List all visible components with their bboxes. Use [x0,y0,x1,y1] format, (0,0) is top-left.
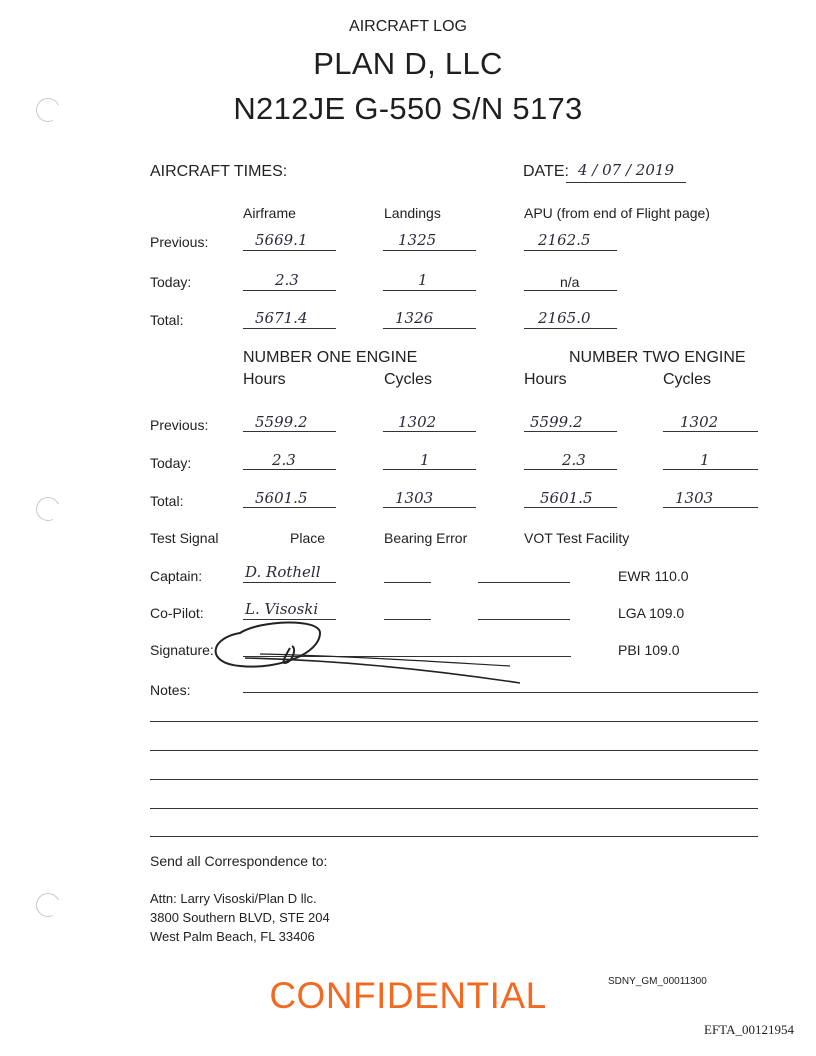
engine-row-line [383,469,476,470]
apu-previous: 2162.5 [538,231,591,249]
address-line: Attn: Larry Visoski/Plan D llc. [150,891,317,906]
captain-place-line [243,582,336,583]
times-row-line [524,328,617,329]
times-row-label: Total: [150,312,184,328]
airframe-previous: 5669.1 [255,231,308,249]
engine-row-label: Total: [150,493,184,509]
engine-row-line [243,431,336,432]
times-row-label: Previous: [150,234,209,250]
date-line [566,182,686,183]
copilot-label: Co-Pilot: [150,605,204,621]
engine-two-cycles-today: 1 [700,451,710,469]
engine-one-hours-previous: 5599.2 [255,413,308,431]
engine-two-hours-label: Hours [524,371,567,388]
company-title: PLAN D, LLC [313,46,503,81]
confidential-stamp: CONFIDENTIAL [269,975,547,1016]
airframe-total: 5671.4 [255,309,308,327]
captain-bearing-line [384,582,431,583]
engine-one-cycles-total: 1303 [395,489,434,507]
engine-row-label: Today: [150,455,192,471]
engine-two-title: NUMBER TWO ENGINE [569,349,746,366]
times-row-label: Today: [150,274,192,290]
address-line: 3800 Southern BLVD, STE 204 [150,910,330,925]
engine-row-line [524,469,617,470]
date-value: 4 / 07 / 2019 [578,161,674,179]
engine-one-hours-label: Hours [243,371,286,388]
engine-one-hours-total: 5601.5 [255,489,308,507]
date-label: DATE: [523,163,569,180]
facility-pbi: PBI 109.0 [618,642,680,658]
engine-row-line [663,507,758,508]
captain-name: D. Rothell [245,563,321,581]
times-row-line [243,328,336,329]
times-row-line [383,290,476,291]
signature-label: Signature: [150,642,214,658]
correspondence-heading: Send all Correspondence to: [150,853,328,869]
binder-hole-middle [33,494,64,525]
col-test-signal: Test Signal [150,530,219,546]
address-line: West Palm Beach, FL 33406 [150,929,315,944]
times-row-line [383,328,476,329]
times-row-line [383,250,476,251]
engine-one-cycles-label: Cycles [384,371,433,388]
efta-number: EFTA_00121954 [704,1022,794,1037]
captain-label: Captain: [150,568,203,584]
binder-hole-bottom [33,890,64,921]
engine-row-line [663,431,758,432]
col-landings: Landings [384,205,441,221]
notes-line [150,779,758,780]
col-vot-facility: VOT Test Facility [524,530,630,546]
airframe-today: 2.3 [275,271,299,289]
landings-today: 1 [418,271,428,289]
engine-row-line [383,431,476,432]
engine-two-hours-previous: 5599.2 [530,413,583,431]
notes-label: Notes: [150,682,191,698]
engine-two-cycles-previous: 1302 [680,413,719,431]
times-row-line [524,290,617,291]
engine-row-label: Previous: [150,417,209,433]
col-place: Place [290,530,326,546]
notes-line [243,692,758,693]
engine-row-line [663,469,758,470]
engine-row-line [383,507,476,508]
captain-vot-line [478,582,570,583]
facility-ewr: EWR 110.0 [618,568,689,584]
notes-line [150,836,758,837]
times-row-line [243,250,336,251]
aircraft-title: N212JE G-550 S/N 5173 [233,91,583,126]
engine-row-line [524,507,617,508]
copilot-name: L. Visoski [245,600,319,618]
engine-one-hours-today: 2.3 [272,451,296,469]
facility-lga: LGA 109.0 [618,605,685,621]
signature-scribble [200,618,530,688]
engine-two-cycles-label: Cycles [663,371,712,388]
landings-previous: 1325 [398,231,437,249]
notes-line [150,721,758,722]
engine-row-line [243,507,336,508]
engine-row-line [243,469,336,470]
engine-one-cycles-today: 1 [420,451,430,469]
times-row-line [524,250,617,251]
aircraft-times-label: AIRCRAFT TIMES: [150,163,288,180]
notes-line [150,808,758,809]
col-apu: APU (from end of Flight page) [524,205,710,221]
bates-number: SDNY_GM_00011300 [608,976,707,987]
engine-one-cycles-previous: 1302 [398,413,437,431]
engine-row-line [524,431,617,432]
apu-today: n/a [560,274,580,290]
apu-total: 2165.0 [538,309,591,327]
engine-two-cycles-total: 1303 [675,489,714,507]
col-bearing-error: Bearing Error [384,530,468,546]
times-row-line [243,290,336,291]
col-airframe: Airframe [243,205,296,221]
engine-two-hours-total: 5601.5 [540,489,593,507]
notes-line [150,750,758,751]
engine-two-hours-today: 2.3 [562,451,586,469]
landings-total: 1326 [395,309,434,327]
doc-type-title: AIRCRAFT LOG [349,18,467,35]
engine-one-title: NUMBER ONE ENGINE [243,349,418,366]
